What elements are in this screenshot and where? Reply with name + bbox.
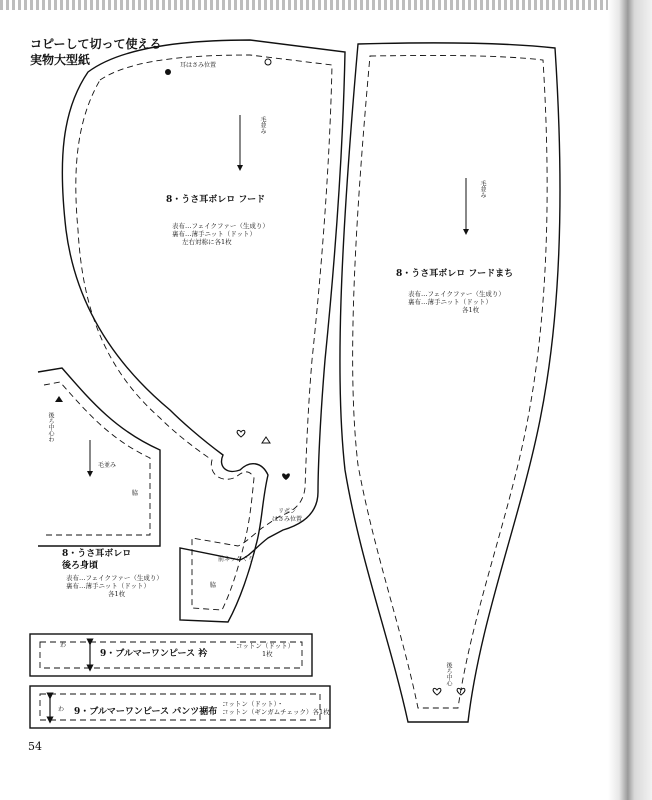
header-line-1: コピーして切って使える	[30, 37, 162, 51]
hood-cut-line	[62, 40, 345, 622]
hood-material-1: 表布…フェイクファー（生成り）	[172, 222, 269, 230]
hood-pattern-piece	[62, 40, 345, 622]
gusset-material-2: 裏布…薄手ニット（ドット）	[408, 298, 492, 306]
collar-fold-label: わ	[60, 642, 67, 649]
back-material-3: 各1枚	[108, 590, 126, 598]
ear-position-label: 耳はさみ位置	[180, 62, 217, 69]
back-material-2: 裏布…薄手ニット（ドット）	[66, 582, 150, 590]
gusset-center-back-label: 後ろ中心	[445, 662, 452, 686]
back-side-label: 脇	[132, 490, 139, 497]
ribbon-label-2: はさみ位置	[272, 516, 303, 523]
pants-band-material-1: コットン（ドット）・	[222, 700, 284, 708]
gusset-title: 8・うさ耳ボレロ フードまち	[396, 269, 514, 279]
hood-grain-label: 毛並み	[259, 116, 266, 134]
back-body-cut-line	[38, 368, 160, 546]
gusset-heart-mark-left	[433, 688, 441, 695]
collar-material-1: コットン（ドット）	[236, 642, 295, 650]
gusset-material-3: 各1枚	[462, 306, 480, 314]
page-number: 54	[28, 740, 42, 753]
collar-material-2: 1枚	[262, 650, 273, 658]
hood-side-label: 脇	[210, 582, 217, 589]
front-neckline-label: 前ネックぐり	[218, 556, 255, 563]
gusset-seam-line	[353, 55, 547, 708]
ear-mark-circle	[265, 59, 271, 65]
hood-material-3: 左右対称に各1枚	[182, 238, 232, 246]
ear-mark-dot	[165, 69, 171, 75]
back-body-pattern-piece	[38, 368, 160, 546]
ribbon-label-1: リボン	[278, 508, 297, 515]
hood-triangle-mark	[262, 437, 270, 443]
gusset-cut-line	[340, 43, 560, 722]
ribbon-heart-mark	[282, 473, 290, 480]
header-line-2: 実物大型紙	[30, 53, 91, 67]
gusset-material-1: 表布…フェイクファー（生成り）	[408, 290, 505, 298]
gusset-pattern-piece	[340, 43, 560, 722]
back-center-label: 後ろ中心わ	[47, 412, 54, 442]
pants-band-fold-label: わ	[58, 706, 65, 713]
back-body-title-1: 8・うさ耳ボレロ	[62, 549, 132, 559]
hood-title: 8・うさ耳ボレロ フード	[166, 195, 266, 205]
gusset-grain-label: 毛並み	[479, 180, 486, 198]
hood-material-2: 裏布…薄手ニット（ドット）	[172, 230, 256, 238]
collar-title: 9・ブルマーワンピース 衿	[100, 649, 208, 659]
pants-band-title: 9・ブルマーワンピース パンツ裾布	[74, 707, 218, 717]
back-body-title-2: 後ろ身頃	[62, 561, 99, 571]
back-material-1: 表布…フェイクファー（生成り）	[66, 574, 163, 582]
pants-band-material-2: コットン（ギンガムチェック）各1枚	[222, 708, 330, 716]
hood-heart-outline-mark	[237, 430, 245, 437]
back-body-seam-line	[44, 382, 150, 535]
back-grain-label: 毛並み	[98, 462, 117, 469]
back-body-triangle-mark	[55, 396, 63, 402]
